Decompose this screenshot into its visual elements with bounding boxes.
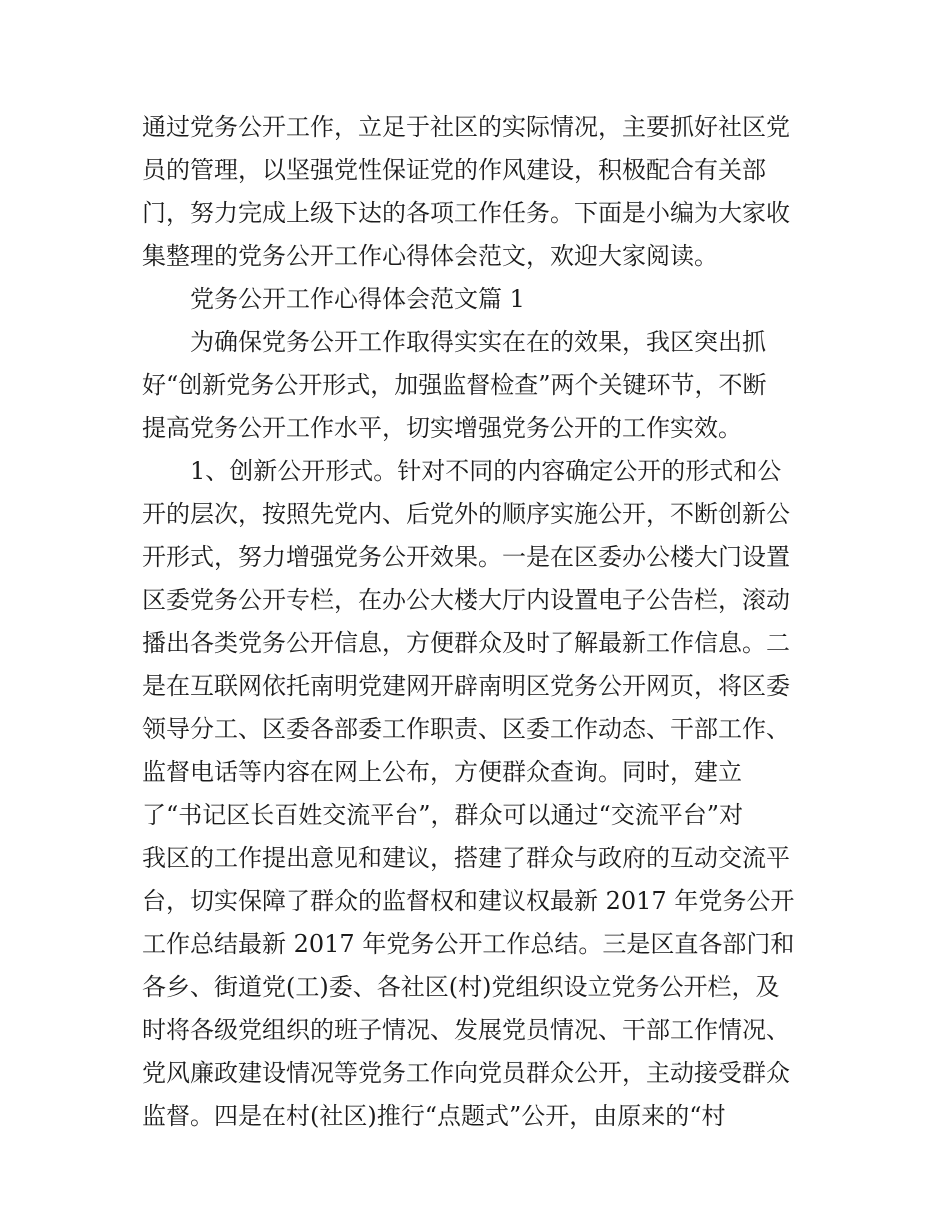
body-text-line: 开形式，努力增强党务公开效果。一是在区委办公楼大门设置 (142, 543, 790, 571)
body-text-line: 区委党务公开专栏，在办公大楼大厅内设置电子公告栏，滚动 (142, 586, 790, 614)
body-text-line: 员的管理，以坚强党性保证党的作风建设，积极配合有关部 (142, 156, 766, 184)
body-text-line: 领导分工、区委各部委工作职责、区委工作动态、干部工作、 (142, 715, 790, 743)
body-text-line: 集整理的党务公开工作心得体会范文，欢迎大家阅读。 (142, 242, 718, 270)
body-text-line: 党风廉政建设情况等党务工作向党员群众公开，主动接受群众 (142, 1059, 790, 1087)
body-text-line: 监督。四是在村(社区)推行“点题式”公开，由原来的“村 (142, 1102, 726, 1130)
body-text-line: 了“书记区长百姓交流平台”，群众可以通过“交流平台”对 (142, 801, 744, 829)
body-text-line: 我区的工作提出意见和建议，搭建了群众与政府的互动交流平 (142, 844, 790, 872)
body-text-line: 提高党务公开工作水平，切实增强党务公开的工作实效。 (142, 414, 742, 442)
body-text-line: 监督电话等内容在网上公布，方便群众查询。同时，建立 (142, 758, 742, 786)
body-text-line: 各乡、街道党(工)委、各社区(村)党组织设立党务公开栏，及 (142, 973, 780, 1001)
body-text-line: 时将各级党组织的班子情况、发展党员情况、干部工作情况、 (142, 1016, 790, 1044)
body-text-line: 开的层次，按照先党内、后党外的顺序实施公开，不断创新公 (142, 500, 790, 528)
body-text-line: 是在互联网依托南明党建网开辟南明区党务公开网页，将区委 (142, 672, 790, 700)
body-text-line: 门，努力完成上级下达的各项工作任务。下面是小编为大家收 (142, 199, 790, 227)
body-text-line: 台，切实保障了群众的监督权和建议权最新 2017 年党务公开 (142, 887, 795, 915)
body-text-line: 通过党务公开工作，立足于社区的实际情况，主要抓好社区党 (142, 113, 790, 141)
body-text-line: 为确保党务公开工作取得实实在在的效果，我区突出抓 (190, 328, 766, 356)
body-text-line: 播出各类党务公开信息，方便群众及时了解最新工作信息。二 (142, 629, 790, 657)
body-text-line: 1、创新公开形式。针对不同的内容确定公开的形式和公 (190, 457, 782, 485)
body-text-line: 工作总结最新 2017 年党务公开工作总结。三是区直各部门和 (142, 930, 795, 958)
section-heading: 党务公开工作心得体会范文篇 1 (190, 285, 525, 313)
body-text-line: 好“创新党务公开形式，加强监督检查”两个关键环节，不断 (142, 371, 767, 399)
